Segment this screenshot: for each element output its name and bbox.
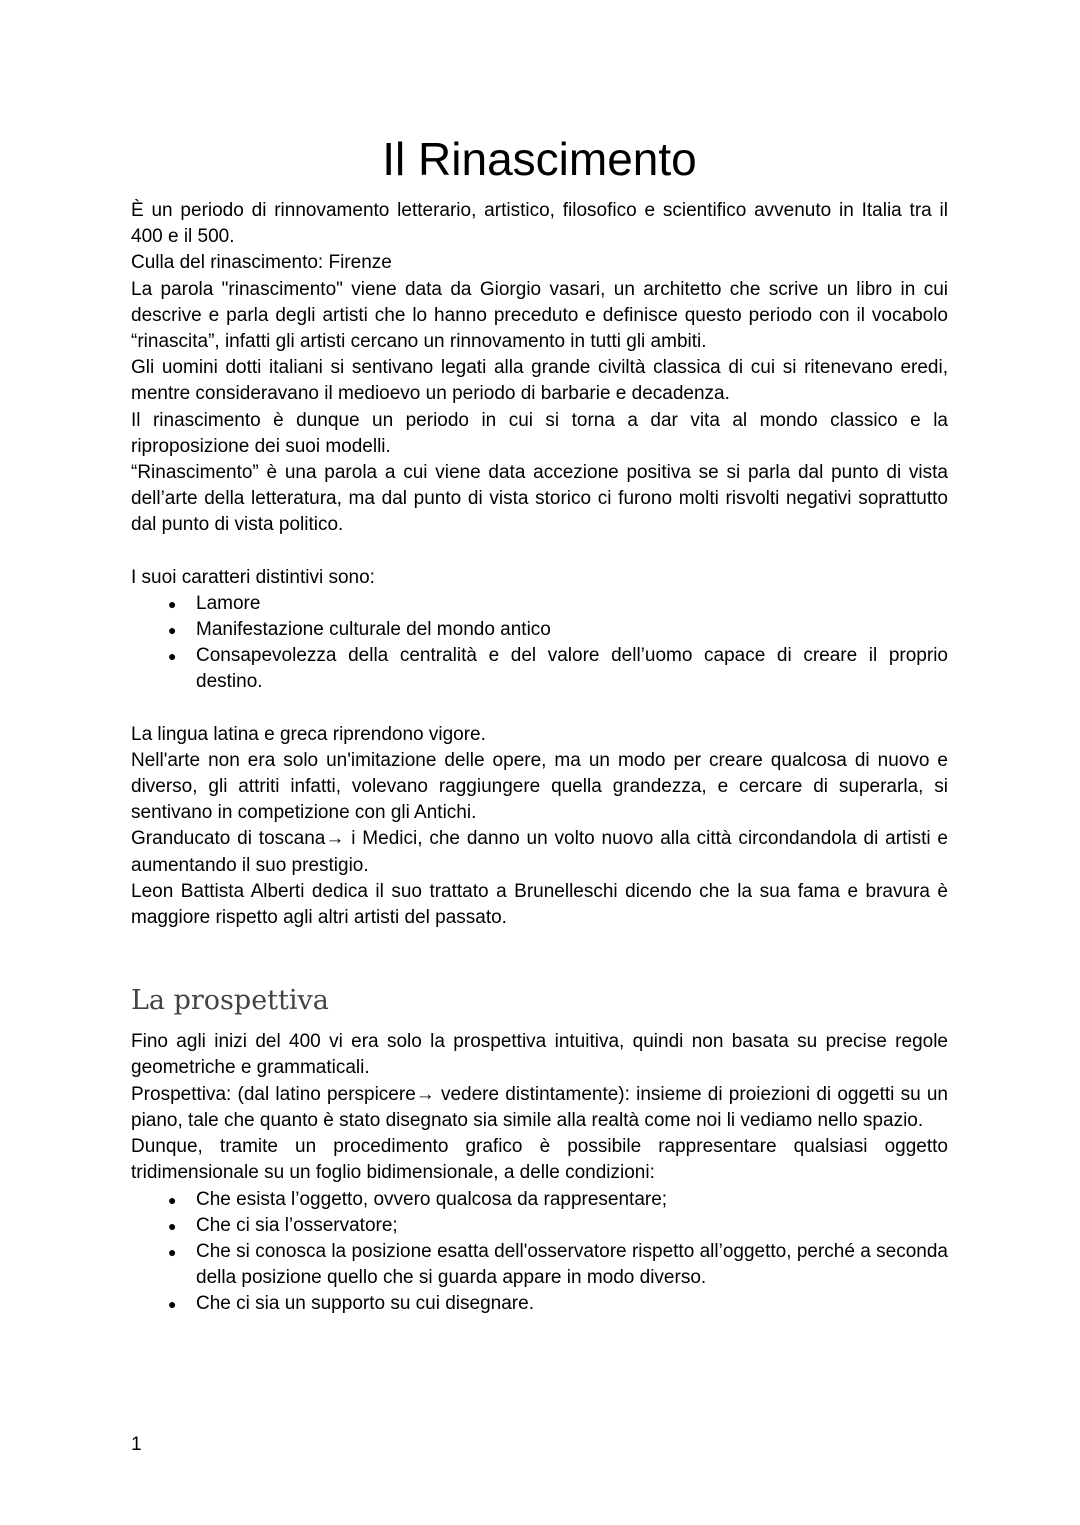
list-item-text: Che si conosca la posizione esatta dell'osservatore rispetto all’oggetto, perché a seconda della posizione quello che si guarda appare in modo diverso. (196, 1240, 948, 1289)
list-item (131, 643, 948, 695)
bullet-icon: ● (168, 622, 177, 639)
intro-paragraph: Culla del rinascimento: Firenze (131, 252, 392, 274)
intro-paragraph: Il rinascimento è dunque un periodo in cui si torna a dar vita al mondo classico e la riproposizione dei suoi modelli. (131, 409, 948, 457)
bullet-icon: ● (168, 1191, 177, 1208)
characteristics-intro: I suoi caratteri distintivi sono: (131, 566, 375, 588)
list-item-text: Che ci sia l’osservatore; (196, 1214, 398, 1236)
spacer (131, 696, 948, 722)
document-title: Il Rinascimento (382, 133, 697, 185)
list-item-text: Manifestazione culturale del mondo antico (196, 619, 551, 641)
body-paragraph: Granducato di toscana→ i Medici, che danno un volto nuovo alla città circondandola di artisti e aumentando il suo prestigio. (131, 828, 948, 876)
section-paragraph: Dunque, tramite un procedimento grafico è possibile rappresentare qualsiasi oggetto tridimensionale su un foglio bidimensionale, a delle condizioni: (131, 1136, 948, 1184)
list-item-text: Che ci sia un supporto su cui disegnare. (196, 1293, 534, 1315)
spacer (131, 539, 948, 565)
list-item (131, 591, 948, 617)
bullet-icon: ● (168, 1217, 177, 1234)
intro-paragraph: Gli uomini dotti italiani si sentivano legati alla grande civiltà classica di cui si ritenevano eredi, mentre consideravano il medioevo un periodo di barbarie e decadenza. (131, 357, 948, 405)
bullet-icon: ● (168, 1243, 177, 1260)
list-item (131, 617, 948, 643)
intro-paragraph: “Rinascimento” è una parola a cui viene data accezione positiva se si parla dal punto di vista dell’arte della letteratura, ma dal punto di vista storico ci furono molti risvolti negativi soprattutto dal punto di vista politico. (131, 462, 948, 536)
bullet-icon: ● (168, 648, 177, 665)
bullet-icon: ● (168, 1296, 177, 1313)
conditions-list (131, 1187, 948, 1318)
list-item (131, 1187, 948, 1213)
list-item-text: Che esista l’oggetto, ovvero qualcosa da rappresentare; (196, 1188, 668, 1210)
list-item (131, 1291, 948, 1317)
bullet-icon: ● (168, 595, 177, 612)
list-item (131, 1213, 948, 1239)
document-page (131, 128, 948, 1318)
list-item-text: Consapevolezza della centralità e del valore dell’uomo capace di creare il proprio destino. (196, 645, 948, 693)
characteristics-list (131, 591, 948, 696)
intro-paragraph: La parola "rinascimento" viene data da Giorgio vasari, un architetto che scrive un libro in cui descrive e parla degli artisti che lo hanno preceduto e definisce questo periodo con il vocabolo “rinascita”, infatti gli artisti cercano un rinnovamento in tutti gli ambiti. (131, 278, 948, 353)
body-paragraph: Leon Battista Alberti dedica il suo trattato a Brunelleschi dicendo che la sua fama e bravura è maggiore rispetto agli altri artisti del passato. (131, 880, 948, 929)
section-paragraph: Prospettiva: (dal latino perspicere→ vedere distintamente): insieme di proiezioni di oggetti su un piano, tale che quanto è stato disegnato sia simile alla realtà come noi li vediamo nello spazio. (131, 1083, 948, 1131)
body-paragraph: Nell'arte non era solo un'imitazione delle opere, ma un modo per creare qualcosa di nuovo e diverso, gli attriti infatti, volevano raggiungere quella grandezza, e cercare di superarla, si sentivano in competizione con gli Antichi. (131, 749, 948, 824)
body-paragraph: La lingua latina e greca riprendono vigore. (131, 723, 486, 745)
intro-paragraph: È un periodo di rinnovamento letterario, artistico, filosofico e scientifico avvenuto in Italia tra il 400 e il 500. (131, 200, 948, 248)
section-heading-prospettiva: La prospettiva (131, 985, 329, 1017)
list-item-text: Lamore (196, 592, 261, 614)
list-item (131, 1239, 948, 1291)
section-paragraph: Fino agli inizi del 400 vi era solo la prospettiva intuitiva, quindi non basata su precise regole geometriche e grammaticali. (131, 1031, 948, 1079)
page-number: 1 (131, 1434, 142, 1455)
